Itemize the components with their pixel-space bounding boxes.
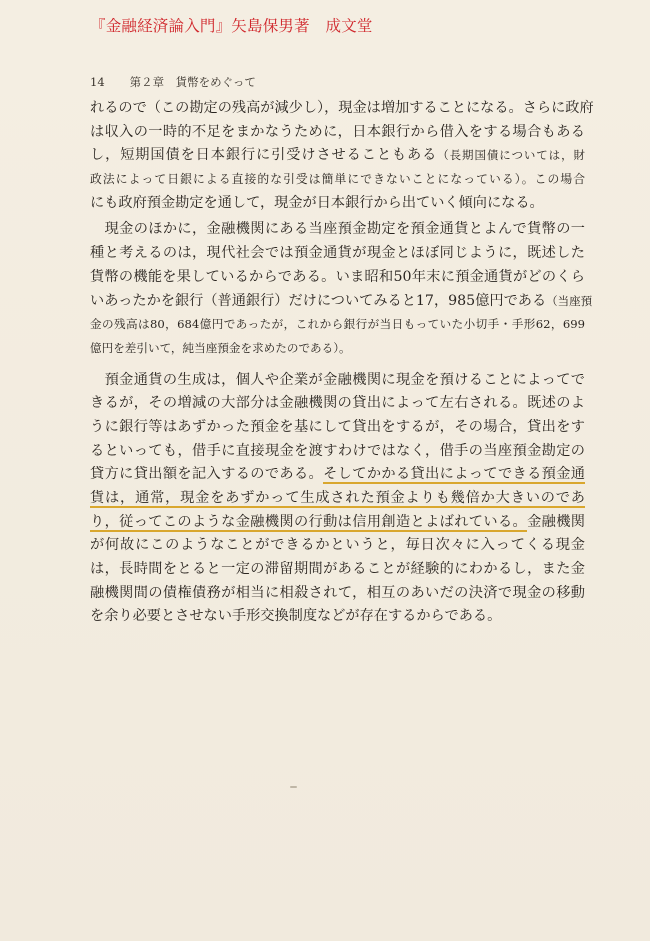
chapter-title: 第２章 貨幣をめぐって: [129, 75, 256, 89]
text-line: 融機関間の債権債務が相当に相殺されて，相互のあいだの決済で現金の移動: [90, 584, 585, 601]
book-title-annotation: 『金融経済論入門』矢島保男著 成文堂: [90, 17, 373, 35]
highlighted-text: 貨は，通常，現金をあずかって生成された預金よりも幾倍か大きいのであ: [90, 490, 585, 506]
text-segment-small: 政法によって日銀による直接的な引受は簡単にできないことになっている）。この場合: [90, 172, 585, 187]
text-line: [90, 144, 585, 168]
text-line: を余り必要とさせない手形交換制度などが存在するからである。: [90, 608, 502, 625]
highlighted-text: り，従ってこのような金融機関の行動は信用創造とよばれている。: [90, 513, 528, 530]
text-line: は，長時間をとると一定の滞留期間があることが経験的にわかるし，また金: [90, 561, 585, 578]
text-segment: 金融機関: [527, 513, 585, 530]
text-segment-small: 億円を差引いて，純当座預金を求めたのである）。: [90, 340, 351, 355]
text-line: [90, 337, 585, 361]
text-line: にも政府預金勘定を通して，現金が日本銀行から出ていく傾向になる。: [90, 194, 544, 211]
text-line: [90, 487, 585, 511]
text-segment-small: （当座預: [546, 293, 593, 308]
text-line: 貨幣の機能を果しているからである。いま昭和50年末に預金通貨がどのくら: [90, 268, 585, 285]
text-segment-small: （長期国債については，財: [437, 148, 585, 163]
text-line: [90, 168, 585, 192]
highlighted-text: そしてかかる貸出によってできる預金通: [323, 466, 585, 483]
text-line: は収入の一時的不足をまかなうために，日本銀行から借入をする場合もある: [90, 123, 585, 140]
page-number: 14: [90, 75, 105, 89]
text-line: るといっても，借手に直接現金を渡すわけではなく，借手の当座預金勘定の: [90, 442, 585, 459]
text-line: 種と考えるのは，現代社会では預金通貨が現金とほぼ同じように，既述した: [90, 245, 585, 262]
body-text: [90, 97, 594, 629]
text-segment: し，短期国債を日本銀行に引受けさせることもある: [90, 147, 438, 164]
text-segment: 貸方に貸出額を記入するのである。: [90, 466, 324, 483]
text-line: 現金のほかに，金融機関にある当座預金勘定を預金通貨とよんで貨幣の一: [90, 221, 585, 238]
page-smudge-mark: [290, 786, 297, 788]
text-line: [90, 463, 585, 487]
text-line: [90, 313, 585, 337]
text-line: きるが，その増減の大部分は金融機関の貸出によって左右される。既述のよ: [90, 395, 585, 412]
text-line: 預金通貨の生成は，個人や企業が金融機関に現金を預けることによってで: [90, 371, 585, 388]
text-segment-small: 金の残高は80，684億円であったが，これから銀行が当日もっていた小切手・手形62，699: [90, 317, 585, 332]
running-header: [90, 74, 256, 90]
text-line: れるので（この勘定の残高が減少し），現金は増加することになる。さらに政府: [90, 100, 594, 116]
text-segment: いあったかを銀行（普通銀行）だけについてみると17，985億円である: [90, 292, 547, 309]
text-line: うに銀行等はあずかった預金を基にして貸出をするが，その場合，貸出をす: [90, 418, 585, 435]
text-line: が何故にこのようなことができるかというと，毎日次々に入ってくる現金: [90, 537, 585, 554]
text-line: [90, 511, 585, 535]
text-line: [90, 290, 593, 314]
